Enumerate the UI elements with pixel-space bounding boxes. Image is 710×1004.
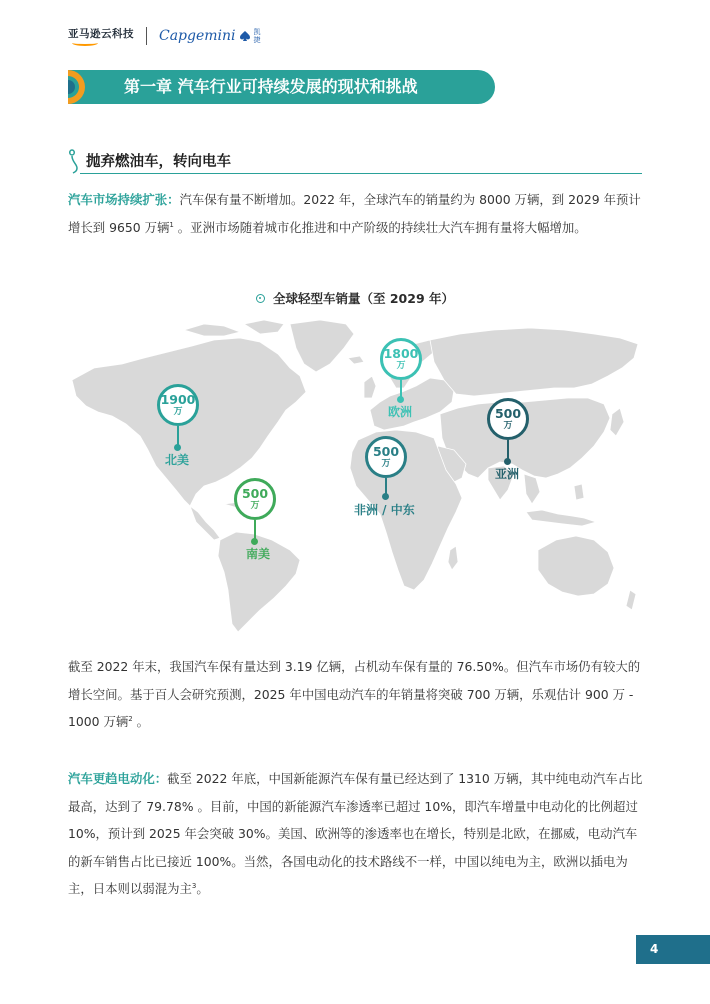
pin-unit: 万 <box>250 500 260 511</box>
map-russia <box>430 328 638 396</box>
map-japan <box>610 408 624 436</box>
footnote-ref: 2 <box>128 714 133 723</box>
pin-circle <box>157 384 199 426</box>
pin-label: 亚洲 <box>495 467 520 481</box>
page-number: 4 <box>636 935 710 964</box>
pin-label: 北美 <box>165 453 190 467</box>
lead-market-expansion: 汽车市场持续扩张： <box>68 192 180 207</box>
capgemini-logo: Capgemini 凯捷 <box>159 28 261 44</box>
map-arctic-islands <box>184 324 240 336</box>
pin-circle <box>365 436 407 478</box>
pin-label: 非洲 / 中东 <box>354 503 415 517</box>
pin-label: 南美 <box>246 547 271 561</box>
paragraph-china-ownership: 截至 2022 年末，我国汽车保有量达到 3.19 亿辆，占机动车保有量的 76.50%。但汽车市场仍有较大的增长空间。基于百人会研究预测，2025 年中国电动汽车的年销量将突破 700 万辆，乐观估计 900 万 - 1000 万辆$^2$ 。 <box>68 659 641 729</box>
pin-unit: 万 <box>173 406 183 417</box>
section-heading <box>68 148 642 174</box>
pin-value: 1900 <box>160 391 196 407</box>
pin-value: 500 <box>372 443 400 459</box>
pin-value: 500 <box>241 485 269 501</box>
pin-circle <box>380 338 422 380</box>
page-header <box>68 24 262 48</box>
smile-arrow-icon <box>72 40 98 46</box>
chapter-banner <box>68 70 495 104</box>
pin-label: 欧洲 <box>388 405 413 419</box>
chapter-badge-icon <box>68 70 102 104</box>
chart-title: 全球轻型车销量（至 2029 年） <box>0 289 710 307</box>
pin-unit: 万 <box>503 420 513 431</box>
aws-logo: 亚马逊云科技 <box>68 26 134 46</box>
lead-electrification: 汽车更趋电动化： <box>68 771 168 786</box>
footnote-ref: 3 <box>191 881 197 890</box>
chapter-title: 第一章 汽车行业可持续发展的现状和挑战 <box>124 77 418 96</box>
map-central-america <box>190 506 220 540</box>
pin-circle <box>234 478 276 520</box>
route-pin-icon <box>68 148 82 174</box>
section-title: 抛弃燃油车，转向电车 <box>86 154 231 170</box>
paragraph-electrification: 汽车更趋电动化：截至 2022 年底，中国新能源汽车保有量已经达到了 1310 万辆，其中纯电动汽车占比最高，达到了 79.78% 。目前，中国的新能源汽车渗透率已超过 10%，即汽车增量中电动化的比例超过 10%，预计到 2025 年会突破 30%。美国、欧洲等的渗透率也在增长，特别是北欧，在挪威，电动汽车的新车销售占比已接近 100%。当然，各国电动化的技术路线不一样，中国以纯电为主，欧洲以插电为主，日本则以弱混为主$^3$。 <box>68 771 643 896</box>
pin-value: 500 <box>494 405 522 421</box>
map-australia <box>538 536 614 596</box>
pin-unit: 万 <box>396 360 406 371</box>
spade-icon <box>239 30 251 42</box>
pin-value: 1800 <box>383 345 419 361</box>
target-dot-icon <box>256 294 265 303</box>
section-divider <box>80 173 642 174</box>
world-map <box>64 318 646 638</box>
pin-unit: 万 <box>381 458 391 469</box>
footnote-ref: 1 <box>169 220 174 229</box>
map-indonesia <box>526 510 596 526</box>
map-uk <box>364 376 376 398</box>
pin-circle <box>487 398 529 440</box>
map-greenland <box>290 320 354 372</box>
paragraph-market-expansion: 汽车市场持续扩张：汽车保有量不断增加。2022 年，全球汽车的销量约为 8000 万辆，到 2029 年预计增长到 9650 万辆$^1$ 。亚洲市场随着城市化推进和中产阶级的持续壮大汽车拥有量将大幅增加。 <box>68 192 641 235</box>
logo-divider <box>146 27 147 45</box>
